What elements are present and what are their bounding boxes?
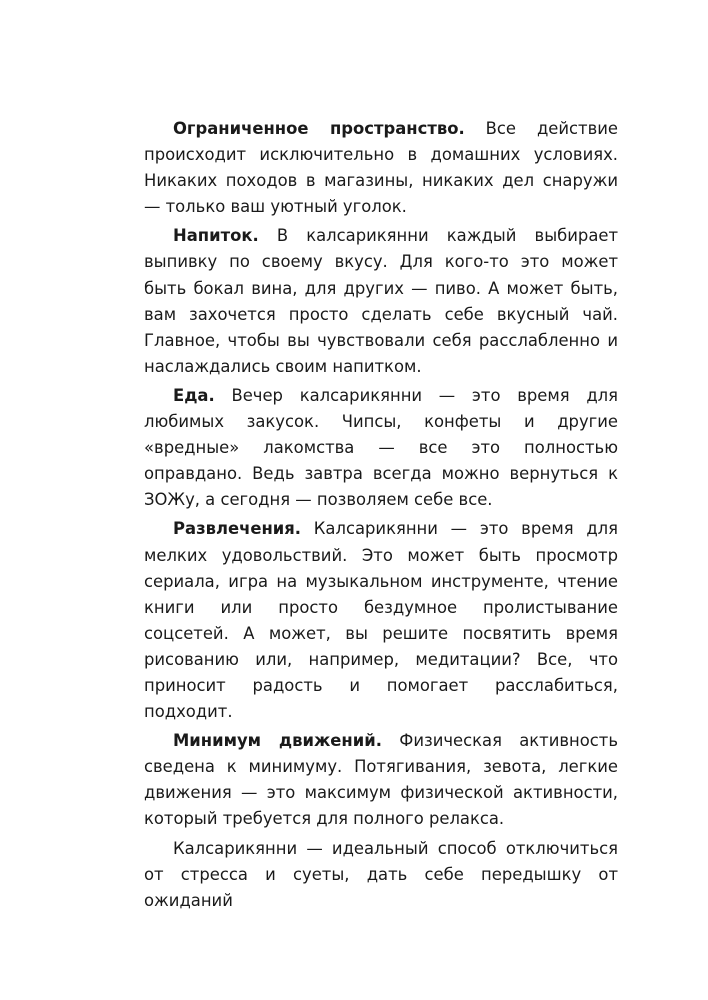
paragraph-text: Калсарикянни — идеальный способ отключиться от стресса и суеты, дать себе передышку от ожиданий [144, 838, 618, 910]
body-text [144, 116, 618, 914]
paragraph-text: Физическая активность сведена к минимуму. Потягивания, зевота, легкие движения — это максимум физической активности, который требуется для полного релакса. [144, 731, 618, 829]
paragraph-food [144, 383, 618, 513]
paragraph-drink [144, 223, 618, 380]
paragraph-entertainment [144, 516, 618, 725]
paragraph-heading: Ограниченное пространство. [173, 119, 465, 138]
paragraph-text: Все действие происходит исключительно в домашних условиях. Никаких походов в магазины, никаких дел снаружи — только ваш уютный уголок. [144, 119, 618, 217]
paragraph-text: Вечер калсарикянни — это время для любимых закусок. Чипсы, конфеты и другие «вредные» лакомства — все это полностью оправдано. Ведь завтра всегда можно вернуться к ЗОЖу, а сегодня — позволяем себе все. [144, 385, 618, 510]
paragraph-minimum-movement [144, 728, 618, 832]
paragraph-conclusion [144, 836, 618, 914]
paragraph-heading: Минимум движений. [173, 731, 382, 751]
paragraph-heading: Развлечения. [173, 519, 302, 539]
paragraph-text: Калсарикянни — это время для мелких удовольствий. Это может быть просмотр сериала, игра на музыкальном инструменте, чтение книги или просто бездумное пролистывание соцсетей. А может, вы решите посвятить время рисованию или, например, медитации? Все, что приносит радость и помогает расслабиться, подходит. [144, 519, 618, 722]
paragraph-heading: Еда. [173, 385, 215, 405]
paragraph-text: В калсарикянни каждый выбирает выпивку по своему вкусу. Для кого-то это может быть бокал вина, для других — пиво. А может быть, вам захочется просто сделать себе вкусный чай. Главное, чтобы вы чувствовали себя расслабленно и наслаждались своим напитком. [144, 226, 618, 376]
paragraph-limited-space [144, 116, 618, 220]
paragraph-heading: Напиток. [173, 226, 259, 246]
